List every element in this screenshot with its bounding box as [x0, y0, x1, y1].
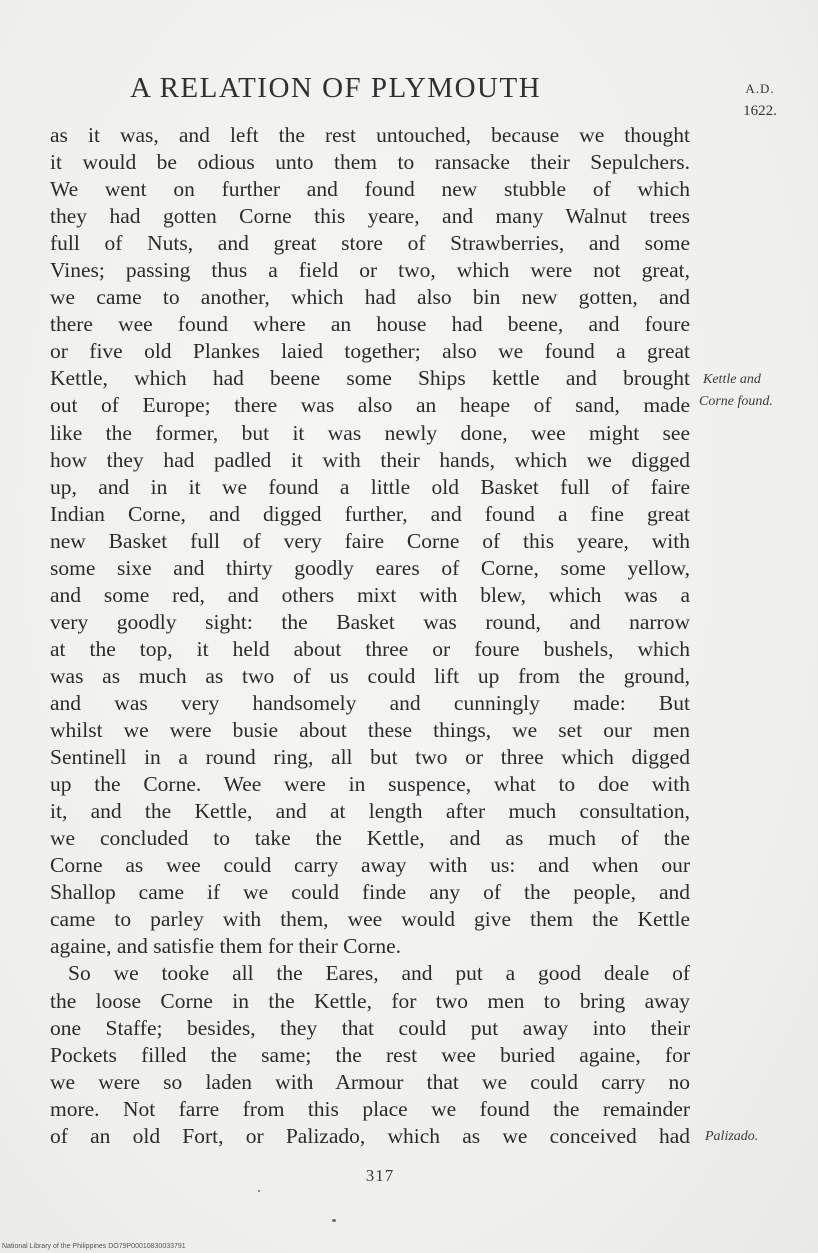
text-line: was as much as two of us could lift up from the ground, [50, 663, 690, 688]
body-text [50, 122, 690, 1150]
text-line: and was very handsomely and cunningly made: But [50, 690, 690, 715]
sidenote-corne-found: Corne found. [699, 394, 773, 409]
text-line: out of Europe; there was also an heape of sand, made [50, 393, 690, 418]
text-line: up, and in it we found a little old Basket full of faire [50, 474, 690, 499]
text-line: Corne as wee could carry away with us: and when our [50, 853, 690, 878]
sidenote-kettle-and: Kettle and [703, 372, 761, 387]
print-speck [258, 1190, 260, 1192]
margin-year-prefix: A.D. [745, 81, 775, 96]
text-line: Kettle, which had beene some Ships kettle and brought [50, 366, 690, 391]
text-line: Vines; passing thus a field or two, which were not great, [50, 258, 690, 283]
text-line: Indian Corne, and digged further, and found a fine great [50, 501, 690, 526]
text-line: as it was, and left the rest untouched, because we thought [50, 123, 690, 147]
text-line: one Staffe; besides, they that could put away into their [50, 1015, 690, 1040]
text-line: full of Nuts, and great store of Strawberries, and some [50, 231, 690, 256]
text-line: more. Not farre from this place we found the remainder [50, 1096, 690, 1121]
text-line: like the former, but it was newly done, wee might see [50, 420, 690, 445]
margin-year [726, 78, 794, 122]
text-line: we came to another, which had also bin new gotten, and [50, 285, 690, 310]
text-line: we concluded to take the Kettle, and as much of the [50, 826, 690, 851]
text-line: Pockets filled the same; the rest wee buried againe, for [50, 1042, 690, 1067]
text-line: or five old Plankes laied together; also we found a great [50, 339, 690, 364]
text-line: So we tooke all the Eares, and put a good deale of [68, 961, 690, 986]
text-line: it, and the Kettle, and at length after much consultation, [50, 799, 690, 824]
text-line: Sentinell in a round ring, all but two or three which digged [50, 745, 690, 770]
text-line: up the Corne. Wee were in suspence, what to doe with [50, 772, 690, 797]
text-line: came to parley with them, wee would give them the Kettle [50, 907, 690, 932]
print-speck [332, 1219, 336, 1222]
text-line: at the top, it held about three or foure bushels, which [50, 636, 690, 661]
text-line: how they had padled it with their hands, which we digged [50, 447, 690, 472]
text-line: whilst we were busie about these things, we set our men [50, 718, 690, 743]
page-number: 317 [365, 1166, 395, 1185]
text-line: we were so laden with Armour that we could carry no [50, 1069, 690, 1094]
text-line: We went on further and found new stubble of which [50, 177, 690, 202]
text-line: and some red, and others mixt with blew, which was a [50, 582, 690, 607]
text-line: the loose Corne in the Kettle, for two men to bring away [50, 988, 690, 1013]
text-line: Shallop came if we could finde any of the people, and [50, 880, 690, 905]
text-line: there wee found where an house had beene, and foure [50, 312, 690, 337]
text-line: very goodly sight: the Basket was round, and narrow [50, 609, 690, 634]
text-line: it would be odious unto them to ransacke their Sepulchers. [50, 150, 690, 175]
text-line: of an old Fort, or Palizado, which as we conceived had [50, 1123, 690, 1148]
sidenote-palizado: Palizado. [705, 1129, 759, 1144]
text-line: new Basket full of very faire Corne of this yeare, with [50, 528, 690, 553]
margin-year-value: 1622. [743, 103, 777, 119]
text-line: againe, and satisfie them for their Corne. [50, 934, 402, 959]
scan-credit: National Library of the Philippines DO79P00010830033791 [2, 1243, 186, 1250]
text-line: some sixe and thirty goodly eares of Corne, some yellow, [50, 555, 690, 580]
running-title: A RELATION OF PLYMOUTH [130, 72, 542, 104]
text-line: they had gotten Corne this yeare, and many Walnut trees [50, 204, 690, 229]
